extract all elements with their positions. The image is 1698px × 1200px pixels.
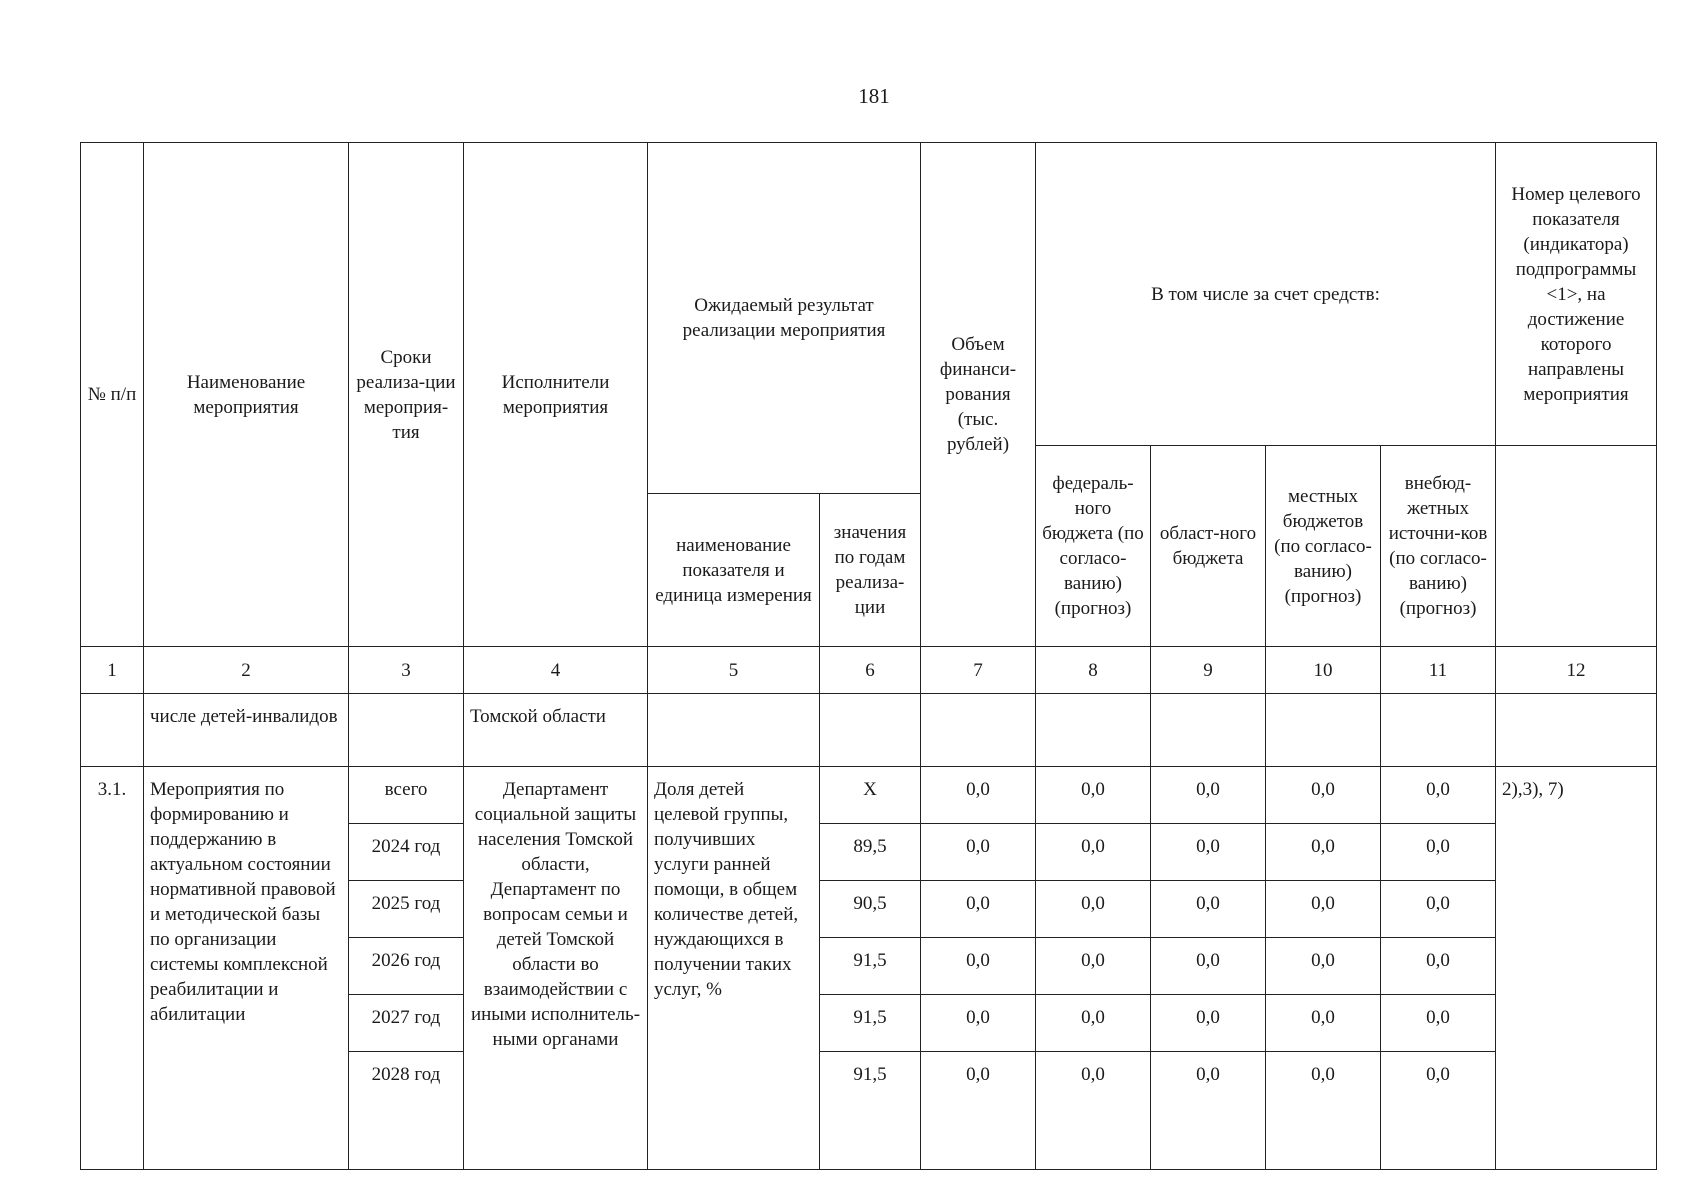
local-value: 0,0	[1266, 1052, 1381, 1170]
column-number: 8	[1036, 647, 1151, 694]
local-value: 0,0	[1266, 824, 1381, 881]
header-name: Наименование мероприятия	[144, 143, 349, 647]
column-number: 3	[349, 647, 464, 694]
period: 2027 год	[349, 995, 464, 1052]
column-number: 7	[921, 647, 1036, 694]
indicator-value: 89,5	[820, 824, 921, 881]
period: 2028 год	[349, 1052, 464, 1170]
extra-value: 0,0	[1381, 1052, 1496, 1170]
indicator-value: Х	[820, 767, 921, 824]
local-value: 0,0	[1266, 881, 1381, 938]
column-number: 1	[81, 647, 144, 694]
header-expected-result: Ожидаемый результат реализации мероприятия	[648, 143, 921, 494]
header-including: В том числе за счет средств:	[1036, 143, 1496, 446]
column-number: 6	[820, 647, 921, 694]
item-indicator: Доля детей целевой группы, получивших услуги ранней помощи, в общем количестве детей, нуждающихся в получении таких услуг, %	[648, 767, 820, 1170]
header-target: Номер целевого показателя (индикатора) подпрограммы <1>, на достижение которого направлены мероприятия	[1496, 143, 1657, 446]
volume-value: 0,0	[921, 1052, 1036, 1170]
indicator-value: 90,5	[820, 881, 921, 938]
header-local: местных бюджетов (по согласо-ванию) (прогноз)	[1266, 446, 1381, 647]
item-num: 3.1.	[81, 767, 144, 1170]
header-values-by-year: значения по годам реализа-ции	[820, 494, 921, 647]
indicator-value: 91,5	[820, 995, 921, 1052]
local-value: 0,0	[1266, 995, 1381, 1052]
local-value: 0,0	[1266, 938, 1381, 995]
period: 2026 год	[349, 938, 464, 995]
continuation-row	[81, 694, 1657, 767]
column-number: 4	[464, 647, 648, 694]
volume-value: 0,0	[921, 881, 1036, 938]
local-value: 0,0	[1266, 767, 1381, 824]
indicator-value: 91,5	[820, 938, 921, 995]
volume-value: 0,0	[921, 938, 1036, 995]
regional-value: 0,0	[1151, 881, 1266, 938]
header-extra: внебюд-жетных источни-ков (по согласо-ванию) (прогноз)	[1381, 446, 1496, 647]
column-number: 12	[1496, 647, 1657, 694]
regional-value: 0,0	[1151, 1052, 1266, 1170]
extra-value: 0,0	[1381, 938, 1496, 995]
header-executors: Исполнители мероприятия	[464, 143, 648, 647]
header-terms: Сроки реализа-ции мероприя-тия	[349, 143, 464, 647]
header-regional: област-ного бюджета	[1151, 446, 1266, 647]
federal-value: 0,0	[1036, 1052, 1151, 1170]
column-number: 5	[648, 647, 820, 694]
header-indicator-name: наименование показателя и единица измерения	[648, 494, 820, 647]
header-federal: федераль-ного бюджета (по согласо-ванию) (прогноз)	[1036, 446, 1151, 647]
header-num: № п/п	[81, 143, 144, 647]
federal-value: 0,0	[1036, 995, 1151, 1052]
federal-value: 0,0	[1036, 938, 1151, 995]
header-volume: Объем финанси-рования (тыс. рублей)	[921, 143, 1036, 647]
volume-value: 0,0	[921, 767, 1036, 824]
regional-value: 0,0	[1151, 995, 1266, 1052]
table-row	[81, 767, 1657, 824]
column-numbers-row	[81, 647, 1657, 694]
item-name: Мероприятия по формированию и поддержанию в актуальном состоянии нормативной правовой и методической базы по организации системы комплексной реабилитации и абилитации	[144, 767, 349, 1170]
item-target: 2),3), 7)	[1496, 767, 1657, 1170]
program-activities-table	[80, 142, 1657, 1170]
column-number: 11	[1381, 647, 1496, 694]
continuation-executors: Томской области	[464, 694, 648, 767]
extra-value: 0,0	[1381, 767, 1496, 824]
period: 2025 год	[349, 881, 464, 938]
column-number: 9	[1151, 647, 1266, 694]
regional-value: 0,0	[1151, 824, 1266, 881]
continuation-name: числе детей-инвалидов	[144, 694, 349, 767]
volume-value: 0,0	[921, 995, 1036, 1052]
regional-value: 0,0	[1151, 767, 1266, 824]
federal-value: 0,0	[1036, 881, 1151, 938]
period: 2024 год	[349, 824, 464, 881]
regional-value: 0,0	[1151, 938, 1266, 995]
page-number: 181	[858, 84, 890, 108]
volume-value: 0,0	[921, 824, 1036, 881]
item-executors: Департамент социальной защиты населения Томской области, Департамент по вопросам семьи и детей Томской области во взаимодействии с иными исполнитель-ными органами	[464, 767, 648, 1170]
extra-value: 0,0	[1381, 881, 1496, 938]
indicator-value: 91,5	[820, 1052, 921, 1170]
extra-value: 0,0	[1381, 824, 1496, 881]
column-number: 10	[1266, 647, 1381, 694]
column-number: 2	[144, 647, 349, 694]
extra-value: 0,0	[1381, 995, 1496, 1052]
period: всего	[349, 767, 464, 824]
federal-value: 0,0	[1036, 824, 1151, 881]
header-target-empty	[1496, 446, 1657, 647]
federal-value: 0,0	[1036, 767, 1151, 824]
